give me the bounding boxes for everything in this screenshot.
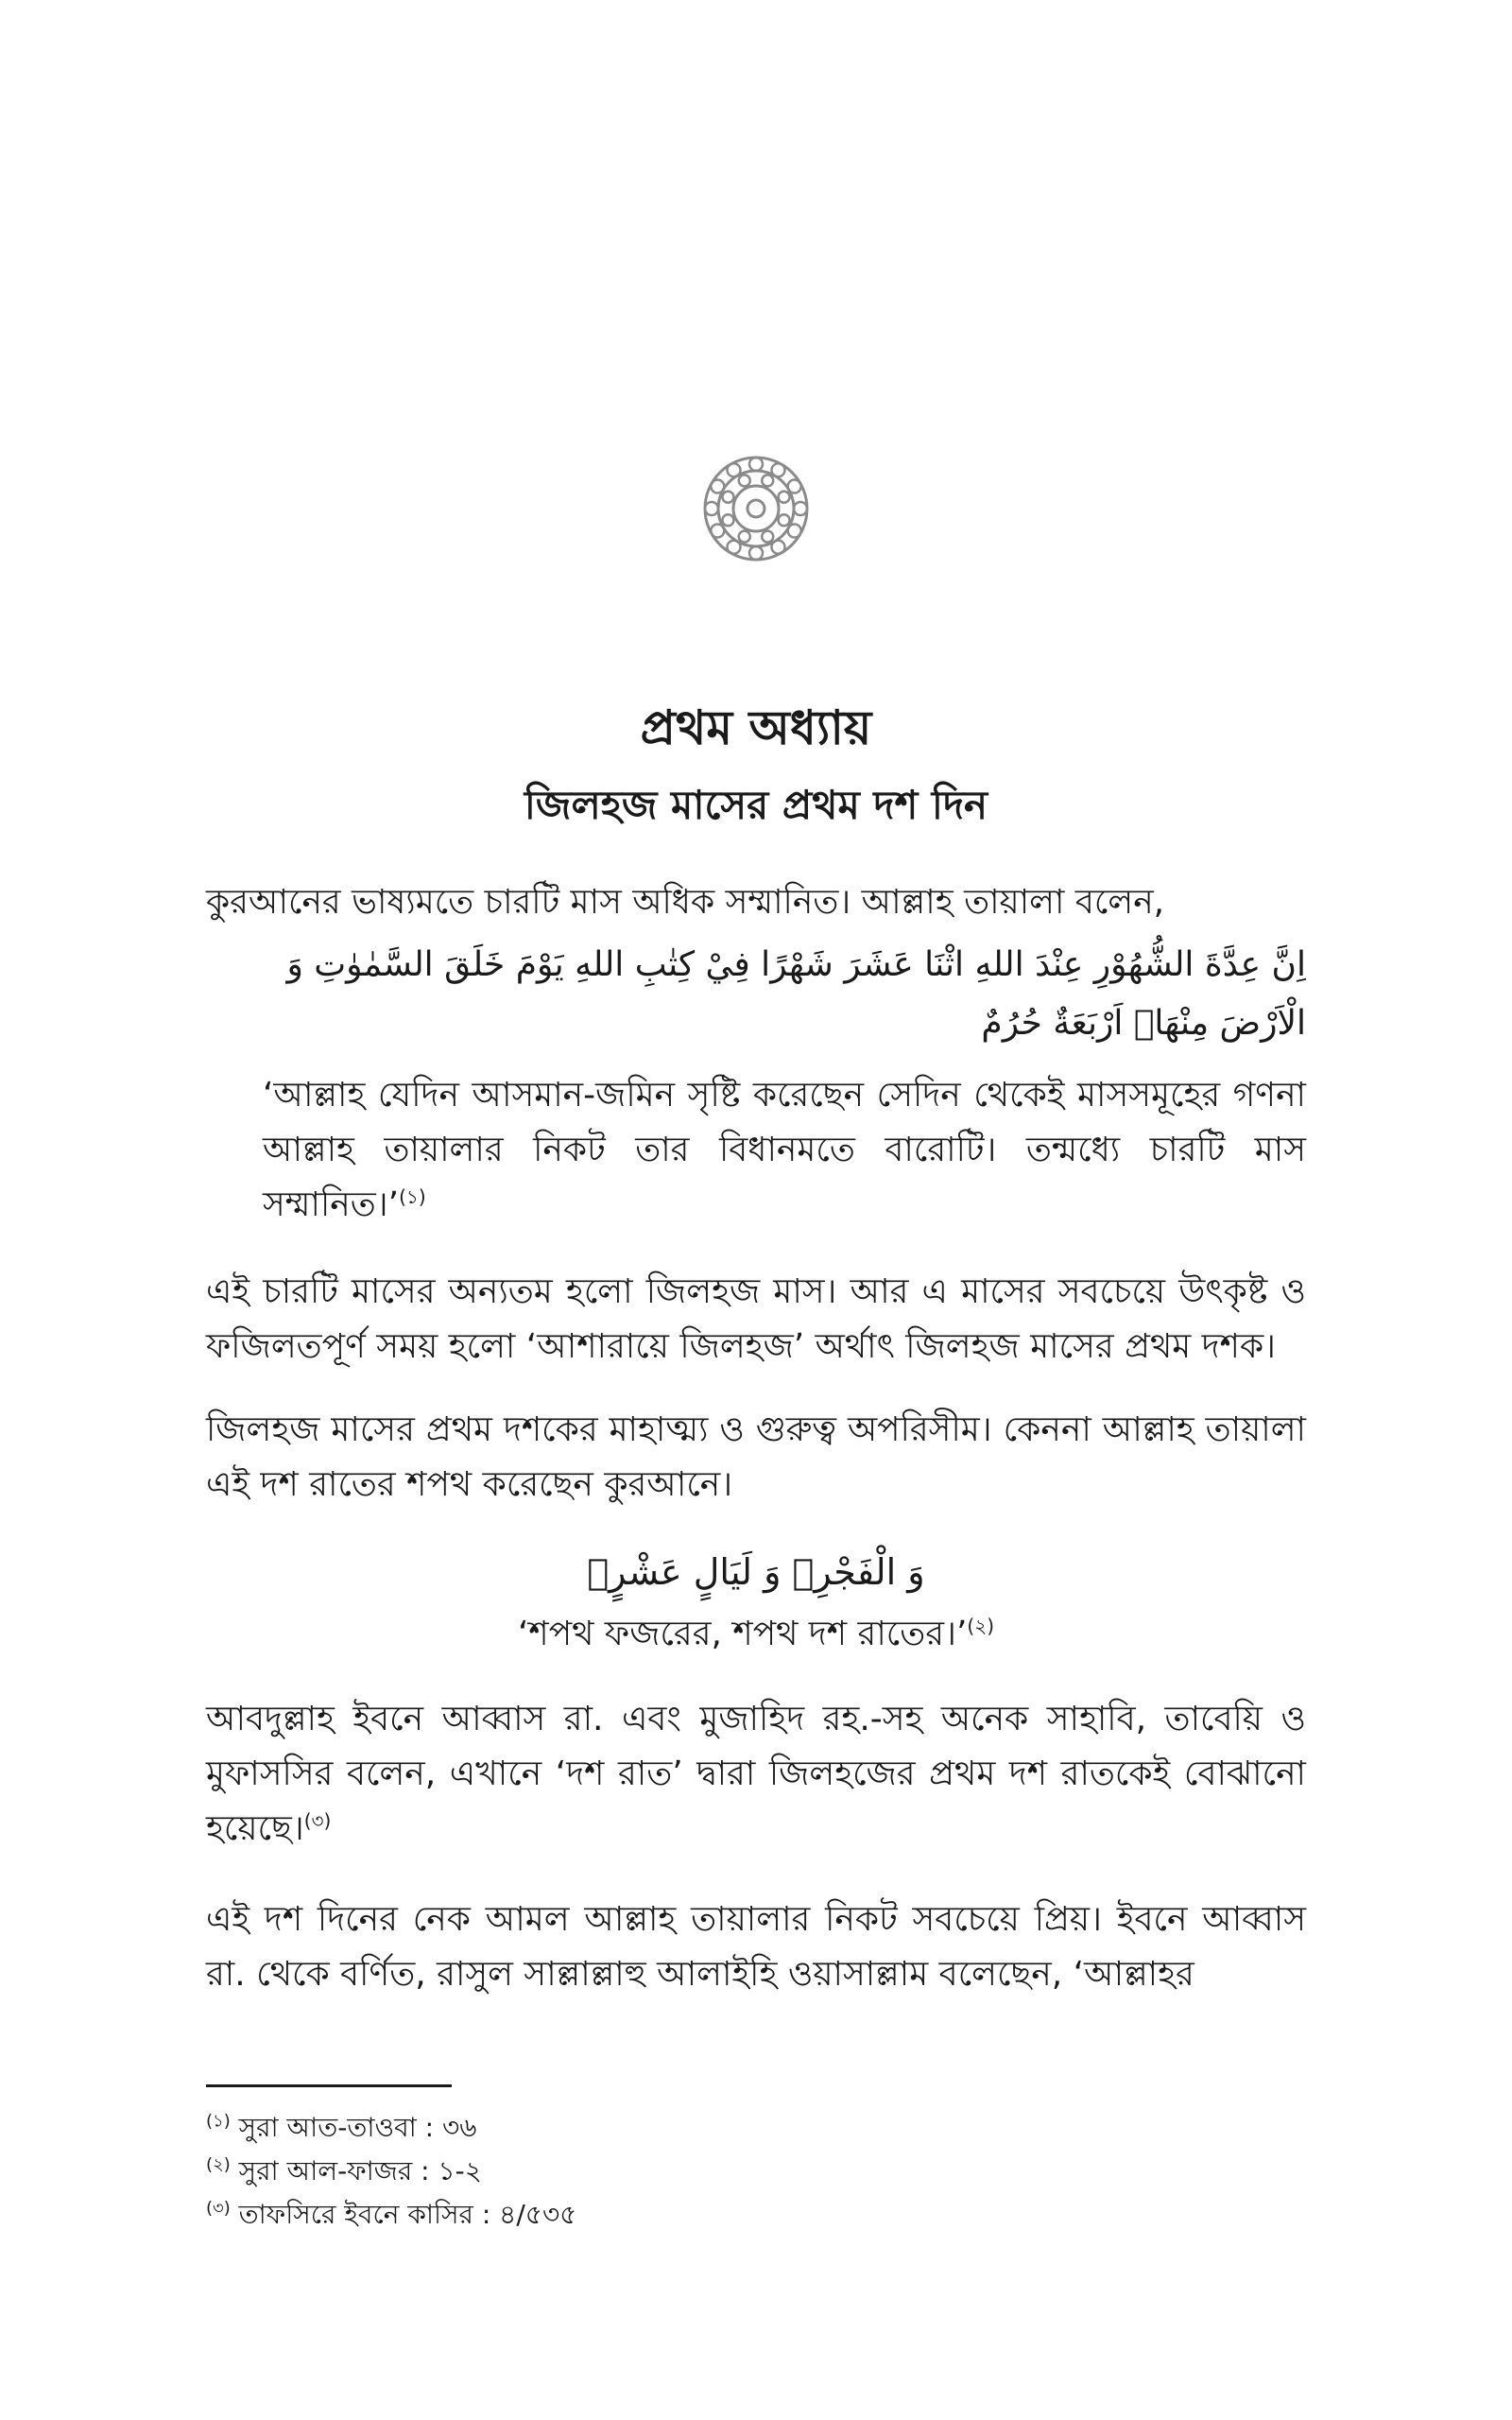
rosette-petal: [739, 531, 750, 543]
rosette-petal: [772, 541, 785, 554]
rosette-petal: [762, 475, 773, 486]
rosette-petal: [788, 525, 801, 538]
footnote-text: সুরা আল-ফাজর : ১-২: [238, 2155, 482, 2187]
rosette-petal: [788, 480, 801, 493]
rosette-petal: [728, 463, 741, 476]
rosette-petal: [705, 502, 718, 515]
footnote-ref-2[interactable]: (২): [967, 1615, 995, 1637]
quote-text: ‘শপথ ফজরের, শপথ দশ রাতের।’: [517, 1615, 968, 1653]
paragraph-text: জিলহজ মাসের প্রথম দশকের মাহাত্ম্য ও গুরুত্ব অপরিসীম। কেননা আল্লাহ তায়ালা এই দশ রাতের শপথ করেছেন কুরআনে।: [206, 1410, 1306, 1504]
footnote-marker: (২): [206, 2154, 231, 2175]
footnote-3: [206, 2193, 1306, 2237]
chapter-title: প্রথম অধ্যায়: [640, 700, 872, 755]
quote-text: ‘আল্লাহ যেদিন আসমান-জমিন সৃষ্টি করেছেন সেদিন থেকেই মাসসমূহের গণনা আল্লাহ তায়ালার নিকট তার বিধানমতে বারোটি। তন্মধ্যে চারটি মাস সম্মানিত।’: [263, 1076, 1306, 1224]
footnotes: [206, 2106, 1306, 2237]
rosette-petal: [779, 492, 790, 503]
rosette-petal: [749, 458, 763, 471]
arabic-verse-tawbah: اِنَّ عِدَّةَ الشُّهُوْرِ عِنْدَ اللهِ اثْنَا عَشَرَ شَهْرًا فِيْ كِتٰبِ اللهِ يَوْمَ خَلَقَ السَّمٰوٰتِ وَ الْاَرْضَ مِنْهَاۤ اَرْبَعَةٌ حُرُمٌ: [286, 945, 1306, 1043]
rosette-petal: [794, 502, 807, 515]
quote-translation-1: [263, 1068, 1306, 1233]
footnote-marker: (১): [206, 2111, 231, 2132]
footnote-divider: [206, 2084, 452, 2087]
paragraph-text: আবদুল্লাহ ইবনে আব্বাস রা. এবং মুজাহিদ রহ.-সহ অনেক সাহাবি, তাবেয়ি ও মুফাসসির বলেন, এখানে ‘দশ রাত’ দ্বারা জিলহজের প্রথম দশ রাতকেই বোঝানো হয়েছে।: [206, 1700, 1306, 1848]
paragraph-tafsir: [206, 1692, 1306, 1857]
rosette-petal: [739, 475, 750, 486]
paragraph-text: কুরআনের ভাষ্যমতে চারটি মাস অধিক সম্মানিত। আল্লাহ তায়ালা বলেন,: [206, 883, 1165, 922]
footnote-ref-1[interactable]: (১): [399, 1185, 426, 1208]
paragraph-significance: [206, 1403, 1306, 1512]
rosette-petal: [722, 514, 733, 526]
paragraph-text: এই দশ দিনের নেক আমল আল্লাহ তায়ালার নিকট সবচেয়ে প্রিয়। ইবনে আব্বাস রা. থেকে বর্ণিত, রাসুল সাল্লাল্লাহু আলাইহি ওয়াসাল্লাম বলেছেন, ‘আল্লাহর: [206, 1900, 1306, 1994]
footnote-ref-3[interactable]: (৩): [303, 1809, 332, 1832]
rosette-petal: [722, 492, 733, 503]
floral-rosette-icon: [699, 452, 813, 565]
footnote-1: [206, 2106, 1306, 2150]
paragraph-zilhajj: [206, 1265, 1306, 1374]
paragraph-deeds: [206, 1893, 1306, 2002]
rosette-petal: [762, 531, 773, 543]
footnote-text: তাফসিরে ইবনে কাসির : ৪/৫৩৫: [238, 2199, 577, 2230]
arabic-verse-fajr: وَ الْفَجْرِۙ وَ لَيَالٍ عَشْرٍۙ: [587, 1551, 925, 1593]
rosette-petal: [772, 463, 785, 476]
rosette-petal: [728, 541, 741, 554]
footnote-marker: (৩): [206, 2198, 231, 2219]
rosette-petal: [711, 525, 724, 538]
paragraph-text: এই চারটি মাসের অন্যতম হলো জিলহজ মাস। আর এ মাসের সবচেয়ে উৎকৃষ্ট ও ফজিলতপূর্ণ সময় হলো ‘আশারায়ে জিলহজ’ অর্থাৎ জিলহজ মাসের প্রথম দশক।: [206, 1272, 1306, 1366]
quote-translation-2: [206, 1607, 1306, 1662]
paragraph-intro: [206, 875, 1306, 930]
rosette-petal: [749, 546, 763, 560]
footnote-text: সুরা আত-তাওবা : ৩৬: [238, 2112, 477, 2143]
rosette-petal: [711, 480, 724, 493]
chapter-subtitle: জিলহজ মাসের প্রথম দশ দিন: [524, 782, 988, 828]
footnote-2: [206, 2150, 1306, 2193]
rosette-petal: [779, 514, 790, 526]
